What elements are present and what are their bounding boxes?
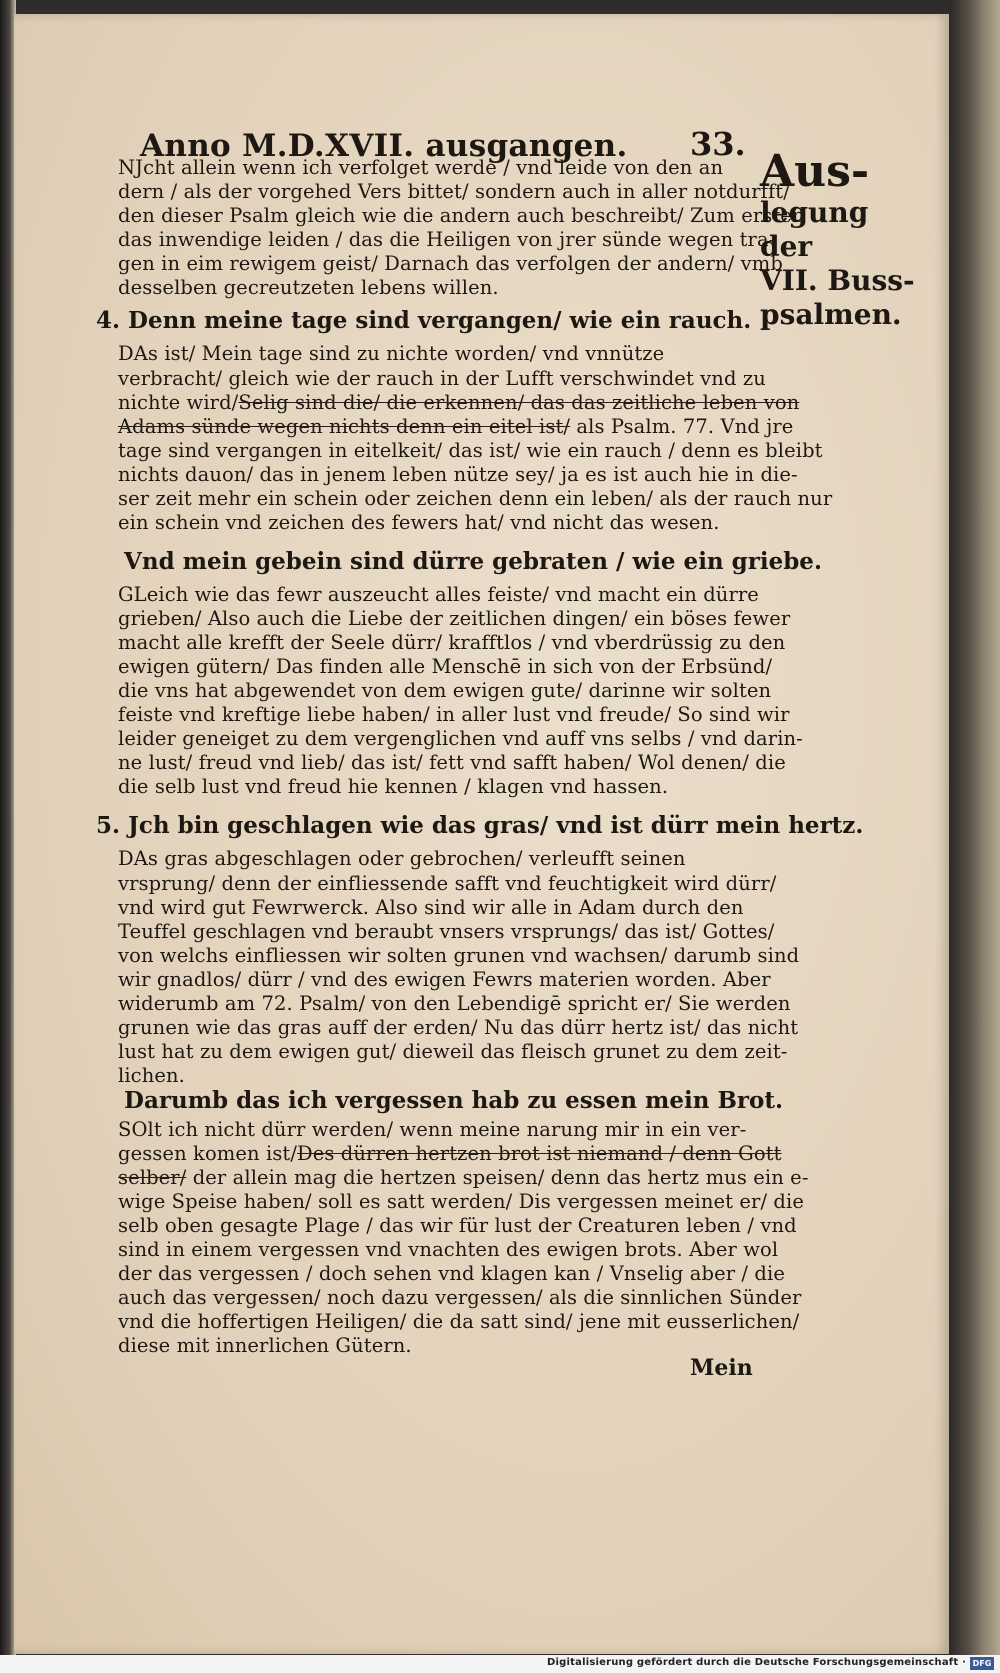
text-segment: SOlt ich nicht dürr werden/ wenn meine narung mir in ein ver- bbox=[118, 1118, 747, 1141]
text-segment: vnd die hoffertigen Heiligen/ die da satt sind/ jene mit eusserlichen/ bbox=[118, 1310, 800, 1333]
text-segment: DAs ist/ Mein tage sind zu nichte worden/ vnd vnnütze bbox=[118, 342, 665, 365]
text-line bbox=[118, 228, 775, 252]
text-line bbox=[118, 487, 832, 511]
text-line bbox=[118, 156, 723, 180]
text-line bbox=[118, 920, 774, 944]
dfg-logo-icon: DFG bbox=[970, 1657, 994, 1670]
text-line bbox=[118, 415, 793, 439]
struck-passage: Selig sind die/ die erkennen/ das das zeitliche leben von bbox=[238, 391, 800, 414]
text-segment: das inwendige leiden / das die Heiligen von jrer sünde wegen tra- bbox=[118, 228, 776, 251]
text-segment: die selb lust vnd freud hie kennen / klagen vnd hassen. bbox=[118, 775, 669, 798]
text-segment: als Psalm. 77. Vnd jre bbox=[570, 415, 794, 438]
text-segment: lust hat zu dem ewigen gut/ dieweil das fleisch grunet zu dem zeit- bbox=[118, 1040, 788, 1063]
text-segment: lichen. bbox=[118, 1064, 185, 1087]
running-header: Anno M.D.XVII. ausgangen. bbox=[140, 128, 628, 164]
text-line bbox=[118, 968, 771, 992]
text-segment: ser zeit mehr ein schein oder zeichen denn ein leben/ als der rauch nur bbox=[118, 487, 833, 510]
text-segment: diese mit innerlichen Gütern. bbox=[118, 1334, 412, 1357]
text-line bbox=[118, 679, 771, 703]
book-right-edge bbox=[949, 0, 1000, 1660]
text-segment: ein schein vnd zeichen des fewers hat/ vnd nicht das wesen. bbox=[118, 511, 720, 534]
text-segment: sind in einem vergessen vnd vnachten des ewigen brots. Aber wol bbox=[118, 1238, 779, 1261]
text-line bbox=[118, 1238, 778, 1262]
verse-heading: Darumb das ich vergessen hab zu essen mein Brot. bbox=[124, 1087, 783, 1114]
text-line bbox=[118, 583, 759, 607]
text-segment: von welchs einfliessen wir solten grunen vnd wachsen/ darumb sind bbox=[118, 944, 800, 967]
text-segment: NJcht allein wenn ich verfolget werde / vnd leide von den an bbox=[118, 156, 724, 179]
footer-credit: Digitalisierung gefördert durch die Deutsche Forschungsgemeinschaft · bbox=[547, 1657, 966, 1668]
text-segment: feiste vnd kreftige liebe haben/ in aller lust vnd freude/ So sind wir bbox=[118, 703, 790, 726]
text-segment: vrsprung/ denn der einfliessende safft vnd feuchtigkeit wird dürr/ bbox=[118, 872, 777, 895]
text-segment: ewigen gütern/ Das finden alle Menschē in sich von der Erbsünd/ bbox=[118, 655, 773, 678]
text-line bbox=[118, 896, 744, 920]
text-line bbox=[118, 1142, 782, 1166]
text-line bbox=[118, 463, 798, 487]
text-line bbox=[118, 775, 668, 799]
text-segment: ne lust/ freud vnd lieb/ das ist/ fett vnd safft haben/ Wol denen/ die bbox=[118, 751, 786, 774]
struck-passage: Adams sünde wegen nichts denn ein eitel ist/ bbox=[118, 415, 571, 438]
text-segment: macht alle krefft der Seele dürr/ krafftlos / vnd vberdrüssig zu den bbox=[118, 631, 786, 654]
margin-note-line: VII. Buss- bbox=[760, 264, 915, 297]
text-segment: nichts dauon/ das in jenem leben nütze sey/ ja es ist auch hie in die- bbox=[118, 463, 798, 486]
margin-note-line: Aus- bbox=[760, 146, 870, 197]
text-segment: wir gnadlos/ dürr / vnd des ewigen Fewrs materien worden. Aber bbox=[118, 968, 771, 991]
text-line bbox=[118, 727, 803, 751]
text-segment: desselben gecreutzeten lebens willen. bbox=[118, 276, 499, 299]
text-segment: GLeich wie das fewr auszeucht alles feiste/ vnd macht ein dürre bbox=[118, 583, 759, 606]
text-segment: der das vergessen / doch sehen vnd klagen kan / Vnselig aber / die bbox=[118, 1262, 785, 1285]
verse-heading: Vnd mein gebein sind dürre gebraten / wie ein griebe. bbox=[124, 548, 822, 575]
text-line bbox=[118, 1310, 799, 1334]
catchword: Mein bbox=[690, 1355, 753, 1381]
text-line bbox=[118, 703, 790, 727]
text-line bbox=[118, 1118, 746, 1142]
text-line bbox=[118, 1064, 185, 1088]
text-line bbox=[118, 252, 783, 276]
text-line bbox=[118, 180, 790, 204]
text-line bbox=[118, 391, 799, 415]
text-line bbox=[118, 1262, 785, 1286]
text-line bbox=[118, 607, 790, 631]
text-line bbox=[118, 1016, 798, 1040]
margin-note-line: psalmen. bbox=[760, 298, 902, 331]
text-line bbox=[118, 511, 720, 535]
text-line bbox=[118, 872, 776, 896]
text-line bbox=[118, 1214, 797, 1238]
text-segment: wige Speise haben/ soll es satt werden/ Dis vergessen meinet er/ die bbox=[118, 1190, 804, 1213]
text-segment: auch das vergessen/ noch dazu vergessen/ als die sinnlichen Sünder bbox=[118, 1286, 802, 1309]
text-line bbox=[118, 1334, 412, 1358]
text-segment: dern / als der vorgehed Vers bittet/ sondern auch in aller notdurfft/ bbox=[118, 180, 790, 203]
text-line bbox=[118, 631, 785, 655]
text-line bbox=[118, 342, 664, 366]
text-segment: tage sind vergangen in eitelkeit/ das ist/ wie ein rauch / denn es bleibt bbox=[118, 439, 823, 462]
text-line bbox=[118, 944, 799, 968]
text-segment: Teuffel geschlagen vnd beraubt vnsers vrsprungs/ das ist/ Gottes/ bbox=[118, 920, 775, 943]
text-line bbox=[118, 847, 686, 871]
text-segment: die vns hat abgewendet von dem ewigen gute/ darinne wir solten bbox=[118, 679, 772, 702]
text-segment: den dieser Psalm gleich wie die andern auch beschreibt/ Zum ersten bbox=[118, 204, 805, 227]
text-segment: verbracht/ gleich wie der rauch in der Lufft verschwindet vnd zu bbox=[118, 367, 766, 390]
text-segment: grieben/ Also auch die Liebe der zeitlichen dingen/ ein böses fewer bbox=[118, 607, 791, 630]
text-segment: nichte wird/ bbox=[118, 391, 239, 414]
folio-number: 33. bbox=[690, 125, 746, 163]
text-segment: gen in eim rewigem geist/ Darnach das verfolgen der andern/ vmb bbox=[118, 252, 783, 275]
text-segment: DAs gras abgeschlagen oder gebrochen/ verleufft seinen bbox=[118, 847, 686, 870]
text-segment: leider geneiget zu dem vergenglichen vnd auff vns selbs / vnd darin- bbox=[118, 727, 803, 750]
struck-passage: Des dürren hertzen brot ist niemand / denn Gott bbox=[297, 1142, 782, 1165]
text-line bbox=[118, 276, 499, 300]
text-line bbox=[118, 367, 766, 391]
margin-note bbox=[760, 148, 920, 332]
verse-heading: 5. Jch bin geschlagen wie das gras/ vnd ist dürr mein hertz. bbox=[96, 812, 864, 839]
struck-passage: selber/ bbox=[118, 1166, 187, 1189]
text-line bbox=[118, 1040, 788, 1064]
text-segment: widerumb am 72. Psalm/ von den Lebendigē spricht er/ Sie werden bbox=[118, 992, 791, 1015]
margin-note-line: legung der bbox=[760, 196, 869, 263]
text-segment: gessen komen ist/ bbox=[118, 1142, 298, 1165]
text-segment: vnd wird gut Fewrwerck. Also sind wir alle in Adam durch den bbox=[118, 896, 744, 919]
text-line bbox=[118, 1286, 801, 1310]
text-segment: der allein mag die hertzen speisen/ denn das hertz mus ein e- bbox=[186, 1166, 809, 1189]
verse-heading: 4. Denn meine tage sind vergangen/ wie ein rauch. bbox=[96, 307, 752, 334]
text-line bbox=[118, 439, 823, 463]
text-segment: grunen wie das gras auff der erden/ Nu das dürr hertz ist/ das nicht bbox=[118, 1016, 799, 1039]
text-line bbox=[118, 1166, 809, 1190]
text-line bbox=[118, 204, 805, 228]
text-line bbox=[118, 1190, 804, 1214]
text-line bbox=[118, 992, 791, 1016]
text-line bbox=[118, 655, 772, 679]
text-line bbox=[118, 751, 786, 775]
text-segment: selb oben gesagte Plage / das wir für lust der Creaturen leben / vnd bbox=[118, 1214, 797, 1237]
